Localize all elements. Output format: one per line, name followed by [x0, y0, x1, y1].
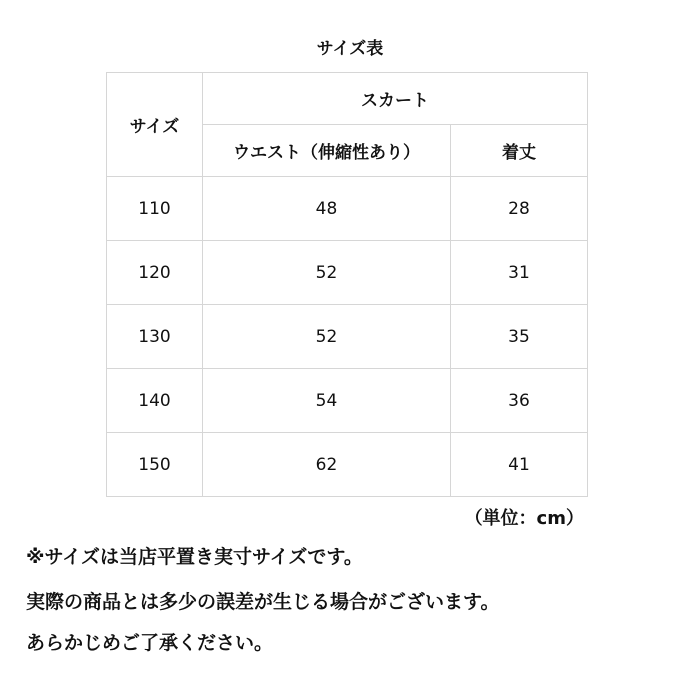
size-cell: 120 — [107, 241, 203, 305]
table-row — [107, 369, 588, 433]
length-cell: 31 — [451, 241, 588, 305]
table-row — [107, 177, 588, 241]
size-table — [106, 72, 588, 497]
note-line: 実際の商品とは多少の誤差が生じる場合がございます。 — [26, 591, 500, 613]
length-cell: 35 — [451, 305, 588, 369]
waist-cell: 54 — [203, 369, 451, 433]
note-line: あらかじめご了承ください。 — [26, 632, 274, 654]
table-row — [107, 305, 588, 369]
table-row — [107, 433, 588, 497]
length-column-header: 着丈 — [451, 125, 588, 177]
waist-column-header: ウエスト（伸縮性あり） — [203, 125, 451, 177]
size-cell: 150 — [107, 433, 203, 497]
unit-label: （単位：cm） — [464, 508, 584, 529]
length-cell: 41 — [451, 433, 588, 497]
table-row — [107, 241, 588, 305]
skirt-group-header: スカート — [203, 73, 588, 125]
length-cell: 36 — [451, 369, 588, 433]
page-title: サイズ表 — [316, 39, 384, 59]
size-column-header: サイズ — [107, 73, 203, 177]
waist-cell: 48 — [203, 177, 451, 241]
size-cell: 140 — [107, 369, 203, 433]
note-line: ※サイズは当店平置き実寸サイズです。 — [26, 546, 363, 568]
size-cell: 130 — [107, 305, 203, 369]
table-header-row — [107, 73, 588, 125]
size-cell: 110 — [107, 177, 203, 241]
waist-cell: 52 — [203, 305, 451, 369]
length-cell: 28 — [451, 177, 588, 241]
waist-cell: 52 — [203, 241, 451, 305]
waist-cell: 62 — [203, 433, 451, 497]
